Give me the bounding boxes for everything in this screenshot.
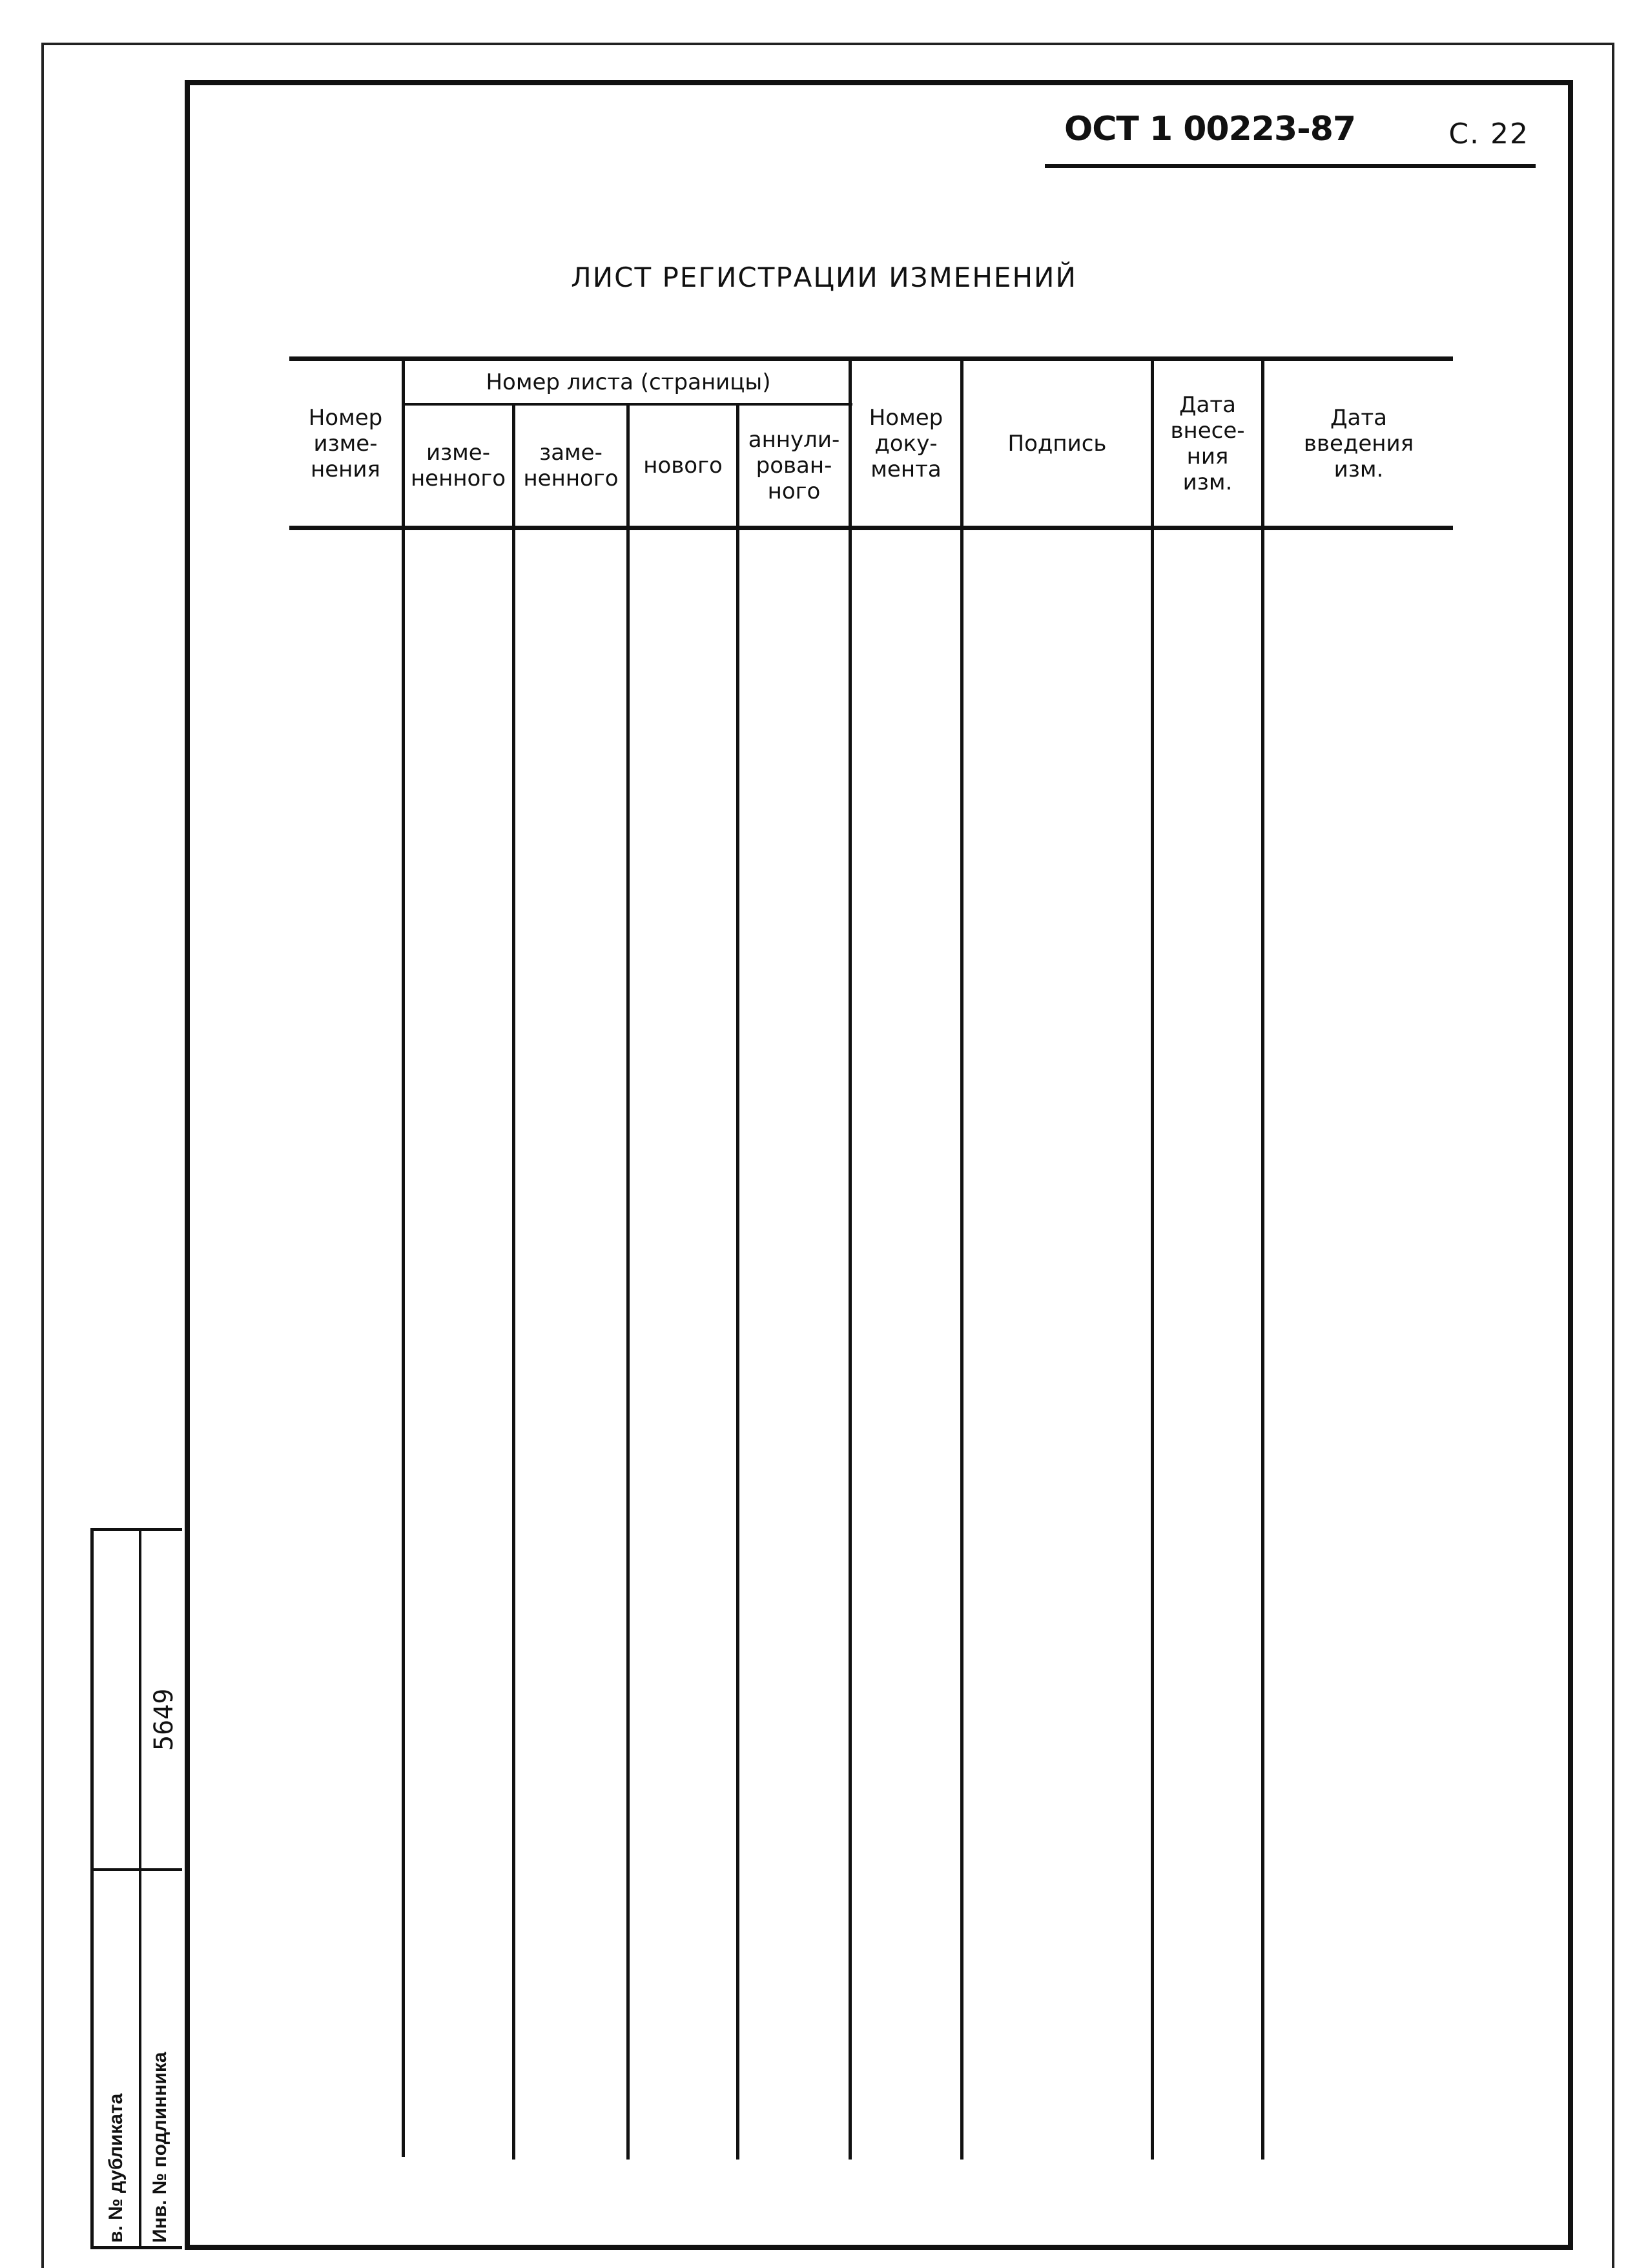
page-title: ЛИСТ РЕГИСТРАЦИИ ИЗМЕНЕНИЙ: [571, 262, 1077, 293]
side-stamp-divider: [139, 1531, 141, 2246]
page-number: С. 22: [1448, 118, 1529, 150]
header-signature: Подпись: [1007, 431, 1107, 457]
header-sheet-number-group: Номер листа (страницы): [486, 369, 771, 395]
header-change-number: Номер изме- нения: [308, 405, 383, 482]
header-annulled: аннули- рован- ного: [748, 427, 840, 504]
duplicate-number-label: в. № дубликата: [105, 2093, 127, 2243]
column-divider: [1151, 359, 1154, 2160]
column-divider: [512, 404, 515, 2160]
side-stamp-divider: [94, 1868, 182, 1871]
header-effective-date: Дата введения изм.: [1303, 405, 1414, 482]
header-new: нового: [643, 453, 723, 479]
column-divider: [960, 359, 963, 2160]
original-number-label: Инв. № подлинника: [149, 2052, 170, 2243]
column-divider: [402, 359, 405, 2157]
table-header-rule: [289, 526, 1453, 530]
header-entry-date: Дата внесе- ния изм.: [1170, 392, 1245, 495]
column-divider: [849, 359, 852, 2160]
document-code: ОСТ 1 00223-87: [1064, 110, 1356, 149]
column-divider: [736, 404, 739, 2160]
document-header: [1045, 110, 1536, 168]
header-changed: изме- ненного: [410, 440, 506, 491]
header-document-number: Номер доку- мента: [869, 405, 943, 482]
side-stamp: [90, 1528, 182, 2249]
header-replaced: заме- ненного: [523, 440, 619, 491]
column-divider: [626, 404, 630, 2160]
column-divider: [1261, 359, 1264, 2160]
table-top-rule: [289, 356, 1453, 361]
original-number-value: 5649: [149, 1688, 179, 1751]
